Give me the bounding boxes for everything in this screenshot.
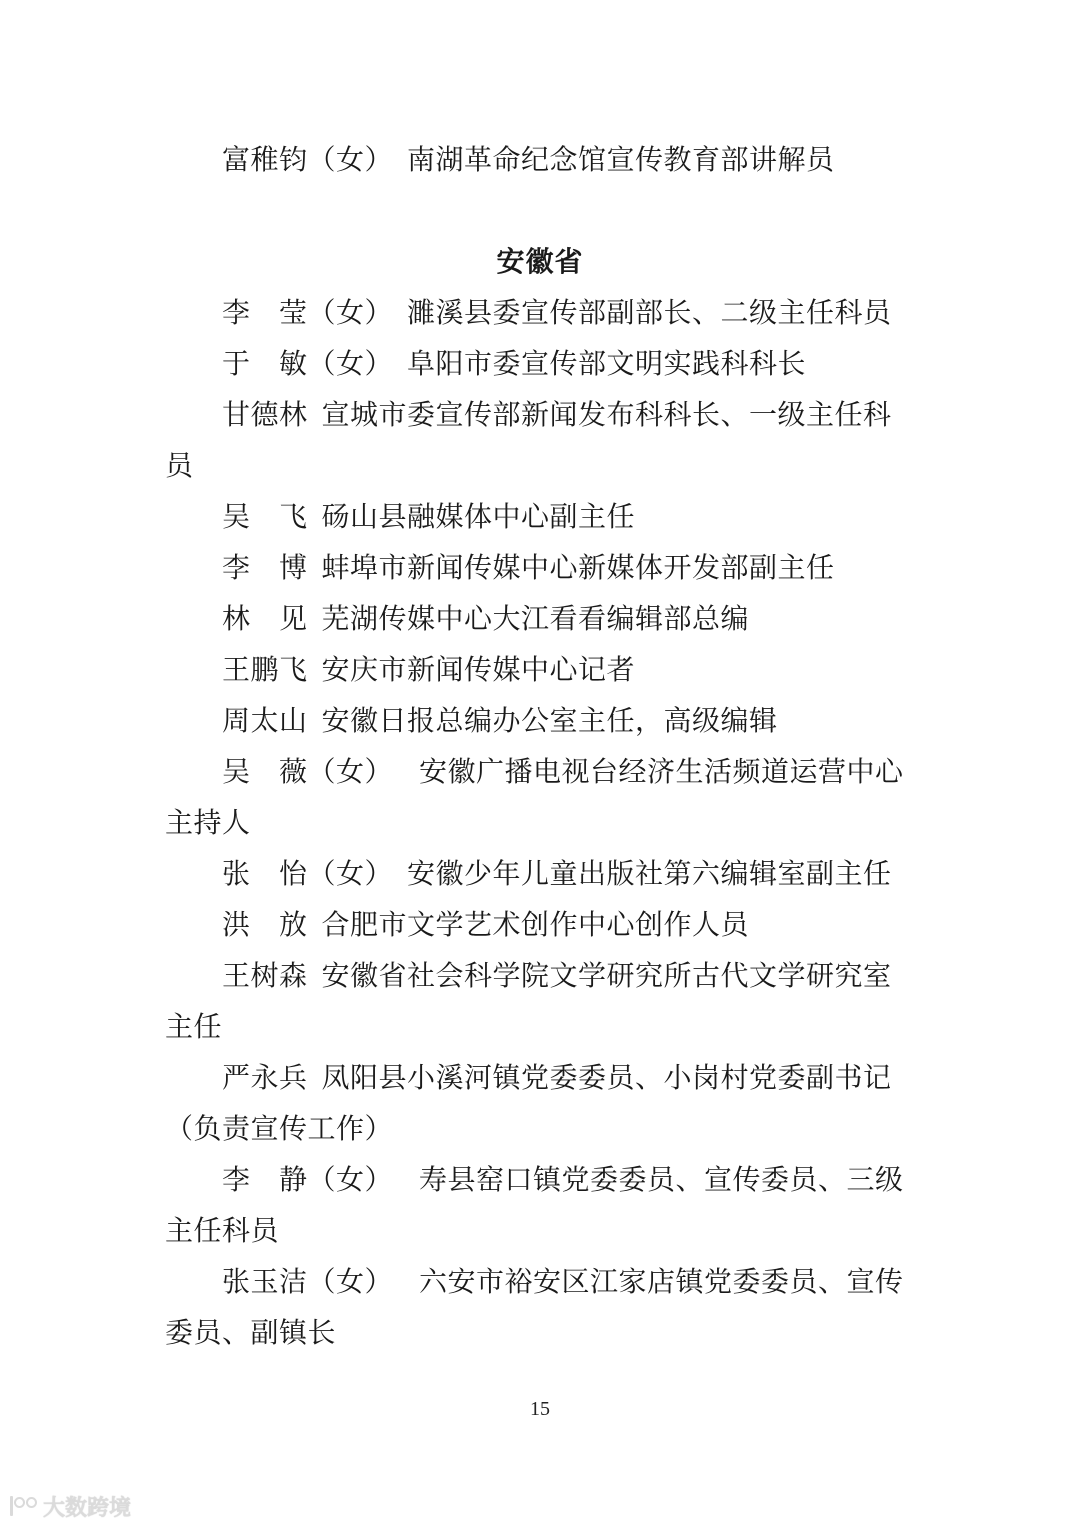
- gender-note: （女）: [307, 296, 394, 329]
- page-number: 15: [530, 1398, 550, 1420]
- person-title: 六安市裕安区江家店镇党委委员、宣传: [419, 1265, 904, 1298]
- person-title: 安徽广播电视台经济生活频道运营中心: [419, 755, 904, 788]
- person-name: 王鹏飞: [222, 653, 308, 686]
- entry-line: [222, 1265, 982, 1299]
- entry-line: [222, 347, 982, 381]
- entry-line: [222, 857, 982, 891]
- watermark: [10, 1492, 131, 1520]
- person-name: 张 怡: [222, 857, 308, 890]
- gender-note: （女）: [307, 347, 394, 380]
- entry-line: [222, 959, 982, 993]
- person-name: 李 博: [222, 551, 308, 584]
- person-title: 安徽日报总编办公室主任，高级编辑: [321, 704, 778, 737]
- person-name: 严永兵: [222, 1061, 308, 1094]
- entry-line: [222, 143, 982, 177]
- person-title: 安徽省社会科学院文学研究所古代文学研究室: [321, 959, 892, 992]
- person-name: 李 莹: [222, 296, 308, 329]
- entry-line: [222, 500, 982, 534]
- person-title: 阜阳市委宣传部文明实践科科长: [407, 347, 807, 380]
- person-title: 濉溪县委宣传部副部长、二级主任科员: [407, 296, 892, 329]
- person-name: 富稚钧: [222, 143, 308, 176]
- entry-line: [222, 704, 982, 738]
- person-name: 林 见: [222, 602, 308, 635]
- continuation-line: 主任科员: [165, 1214, 280, 1247]
- person-title: 宣城市委宣传部新闻发布科科长、一级主任科: [321, 398, 892, 431]
- person-title: 南湖革命纪念馆宣传教育部讲解员: [407, 143, 835, 176]
- person-title: 安徽少年儿童出版社第六编辑室副主任: [407, 857, 892, 890]
- entry-line: [222, 1163, 982, 1197]
- person-title: 凤阳县小溪河镇党委委员、小岗村党委副书记: [321, 1061, 892, 1094]
- entry-line: [222, 551, 982, 585]
- person-title: 寿县窑口镇党委委员、宣传委员、三级: [419, 1163, 904, 1196]
- entry-line: [222, 296, 982, 330]
- person-title: 合肥市文学艺术创作中心创作人员: [321, 908, 750, 941]
- gender-note: （女）: [307, 1265, 394, 1298]
- section-heading: 安徽省: [496, 245, 584, 278]
- continuation-line: 主任: [165, 1010, 223, 1043]
- entry-line: [222, 398, 982, 432]
- person-name: 甘德林: [222, 398, 308, 431]
- entry-line: [222, 755, 982, 789]
- person-name: 李 静: [222, 1163, 308, 1196]
- person-name: 洪 放: [222, 908, 308, 941]
- gender-note: （女）: [307, 755, 394, 788]
- person-title: 安庆市新闻传媒中心记者: [321, 653, 636, 686]
- person-title: 芜湖传媒中心大江看看编辑部总编: [321, 602, 750, 635]
- entry-line: [222, 1061, 982, 1095]
- continuation-line: 主持人: [165, 806, 251, 839]
- person-name: 周太山: [222, 704, 308, 737]
- gender-note: （女）: [307, 143, 394, 176]
- entry-line: [222, 653, 982, 687]
- person-title: 砀山县融媒体中心副主任: [321, 500, 636, 533]
- continuation-line: 委员、副镇长: [165, 1316, 337, 1349]
- gender-note: （女）: [307, 857, 394, 890]
- watermark-text: 大数跨境: [43, 1495, 132, 1521]
- continuation-line: （负责宣传工作）: [165, 1112, 394, 1145]
- person-name: 吴 薇: [222, 755, 308, 788]
- person-name: 于 敏: [222, 347, 308, 380]
- person-name: 张玉洁: [222, 1265, 308, 1298]
- gender-note: （女）: [307, 1163, 394, 1196]
- person-name: 吴 飞: [222, 500, 308, 533]
- kol-logo-icon: [10, 1496, 37, 1516]
- person-name: 王树森: [222, 959, 308, 992]
- person-title: 蚌埠市新闻传媒中心新媒体开发部副主任: [321, 551, 835, 584]
- continuation-line: 员: [165, 449, 194, 482]
- entry-line: [222, 602, 982, 636]
- entry-line: [222, 908, 982, 942]
